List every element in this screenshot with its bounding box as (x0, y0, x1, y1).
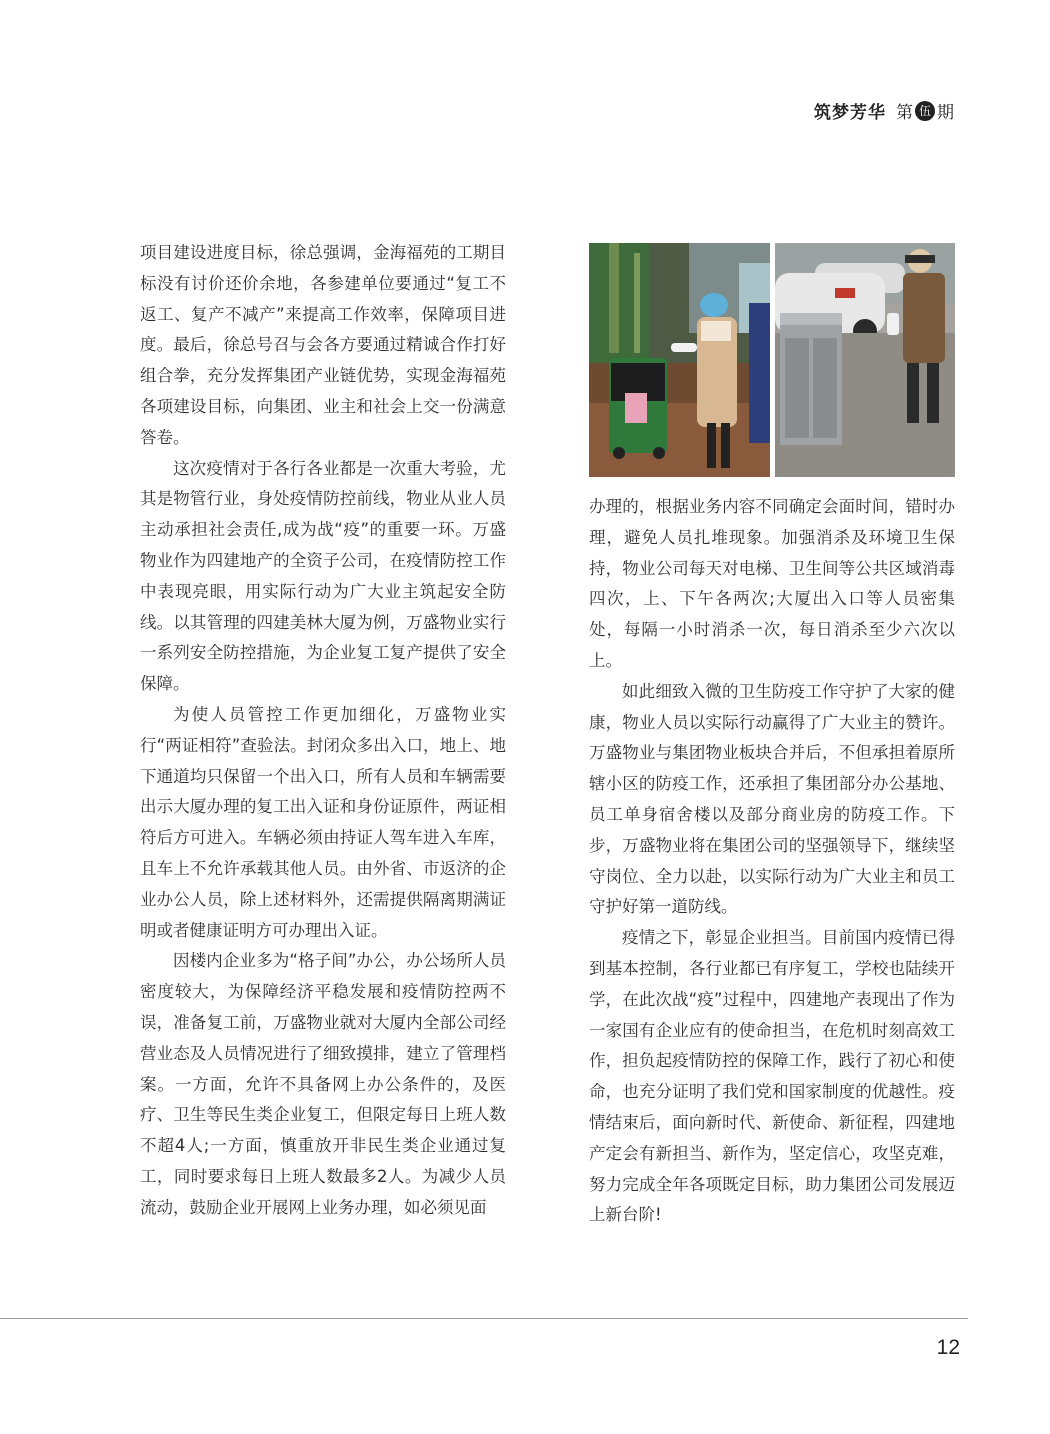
paragraph: 项目建设进度目标，徐总强调，金海福苑的工期目标没有讨价还价余地，各参建单位要通过“复工不返工、复产不减产”来提高工作效率，保障项目进度。最后，徐总号召与会各方要通过精诚合作打好组合拳，充分发挥集团产业链优势，实现金海福苑各项建设目标，向集团、业主和社会上交一份满意答卷。 (140, 243, 506, 447)
photo-disinfecting-trash-bin (589, 243, 770, 477)
page-number: 12 (936, 1336, 960, 1359)
paragraph: 因楼内企业多为“格子间”办公，办公场所人员密度较大，为保障经济平稳发展和疫情防控两不误，准备复工前，万盛物业就对大厦内全部公司经营业态及人员情况进行了细致摸排，建立了管理档案。一方面，允许不具备网上办公条件的，及医疗、卫生等民生类企业复工，但限定每日上班人数不超4人;一方面，慎重放开非民生类企业通过复工，同时要求每日上班人数最多2人。为减少人员流动，鼓励企业开展网上业务办理，如必须见面 (140, 951, 506, 1217)
paragraph: 为使人员管控工作更加细化，万盛物业实行“两证相符”查验法。封闭众多出入口，地上、地下通道均只保留一个出入口，所有人员和车辆需要出示大厦办理的复工出入证和身份证原件，两证相符后方可进入。车辆必须由持证人驾车进入车库，且车上不允许承载其他人员。由外省、市返济的企业办公人员，除上述材料外，还需提供隔离期满证明或者健康证明方可办理出入证。 (140, 704, 506, 940)
paragraph: 这次疫情对于各行各业都是一次重大考验，尤其是物管行业，身处疫情防控前线，物业从业人员主动承担社会责任,成为战“疫”的重要一环。万盛物业作为四建地产的全资子公司，在疫情防控工作中表现亮眼，用实际行动为广大业主筑起安全防线。以其管理的四建美林大厦为例，万盛物业实行一系列安全防控措施，为企业复工复产提供了安全保障。 (140, 458, 506, 694)
magazine-title: 筑梦芳华 (814, 103, 886, 123)
issue-prefix: 第 (896, 103, 913, 123)
issue-number-badge: 伍 (915, 101, 935, 121)
footer-divider (0, 1318, 968, 1319)
issue-suffix: 期 (937, 103, 954, 123)
photo-strip (589, 243, 955, 477)
photo-disinfecting-outdoor-bin (775, 243, 955, 477)
paragraph: 如此细致入微的卫生防疫工作守护了大家的健康，物业人员以实际行动赢得了广大业主的赞许。万盛物业与集团物业板块合并后，不但承担着原所辖小区的防疫工作，还承担了集团部分办公基地、员工单身宿舍楼以及部分商业房的防疫工作。下步，万盛物业将在集团公司的坚强领导下，继续坚守岗位、全力以赴，以实际行动为广大业主和员工守护好第一道防线。 (589, 681, 955, 917)
running-header (814, 98, 954, 123)
article-right-column (589, 492, 955, 1231)
article-left-column (140, 238, 506, 1224)
paragraph: 办理的，根据业务内容不同确定会面时间，错时办理，避免人员扎堆现象。加强消杀及环境卫生保持，物业公司每天对电梯、卫生间等公共区域消毒四次，上、下午各两次;大厦出入口等人员密集处，每隔一小时消杀一次，每日消杀至少六次以上。 (589, 497, 955, 670)
paragraph: 疫情之下，彰显企业担当。目前国内疫情已得到基本控制，各行业都已有序复工，学校也陆续开学，在此次战“疫”过程中，四建地产表现出了作为一家国有企业应有的使命担当，在危机时刻高效工作，担负起疫情防控的保障工作，践行了初心和使命，也充分证明了我们党和国家制度的优越性。疫情结束后，面向新时代、新使命、新征程，四建地产定会有新担当、新作为，坚定信心，攻坚克难，努力完成全年各项既定目标，助力集团公司发展迈上新台阶! (589, 928, 955, 1225)
